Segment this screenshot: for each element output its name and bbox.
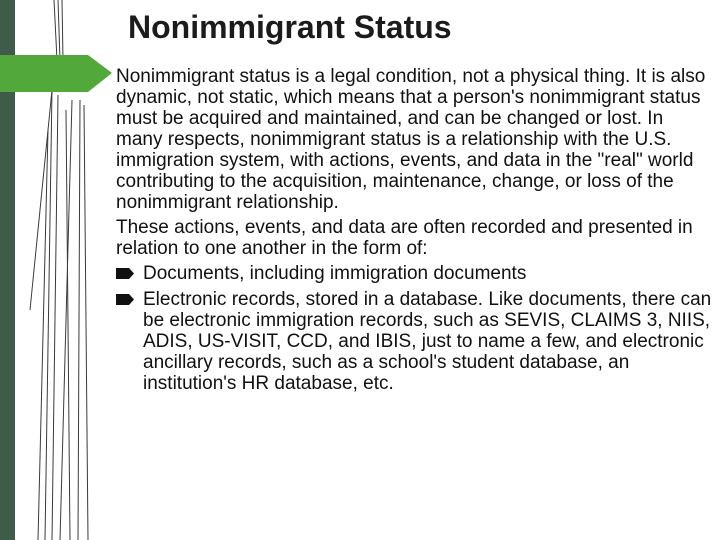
left-sidebar-bar [0,0,15,540]
decorative-lines-graphic [0,0,120,540]
body-paragraph: Nonimmigrant status is a legal condition, not a physical thing. It is also dynamic, not static, which means that a person's nonimmigrant status must be acquired and maintained, and can be changed or lost. In many respects, nonimmigrant status is a relationship with the U.S. immigration system, with actions, events, and data in the "real" world contributing to the acquisition, maintenance, change, or loss of the nonimmigrant relationship. [116,66,706,213]
list-item [116,289,712,394]
bullet-text: Documents, including immigration documents [143,263,527,284]
bullet-text: Electronic records, stored in a database. Like documents, there can be electronic immigration records, such as SEVIS, CLAIMS 3, NIIS, ADIS, US-VISIT, CCD, and IBIS, just to name a few, and electronic ancillary records, such as a school's student database, an institution's HR database, etc. [143,289,712,394]
body-paragraph: These actions, events, and data are often recorded and presented in relation to one another in the form of: [116,217,693,259]
green-arrow-shape [0,55,112,92]
slide-title: Nonimmigrant Status [128,9,452,45]
slide-body [116,66,712,399]
pencil-bullet-icon [116,268,134,279]
pencil-bullet-icon [116,294,134,305]
list-item [116,263,712,284]
bullet-list [116,263,712,394]
